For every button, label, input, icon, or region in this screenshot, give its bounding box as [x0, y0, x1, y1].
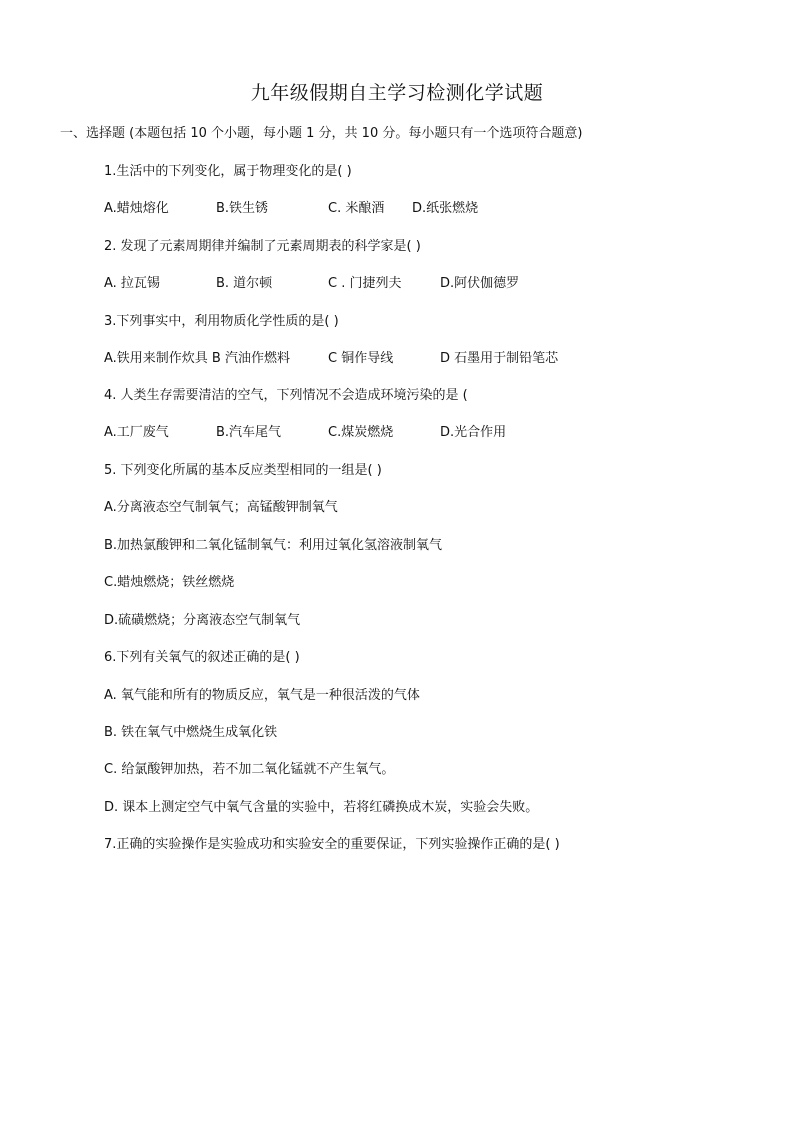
question-2-option-a: A. 拉瓦锡 [104, 276, 160, 291]
question-2-option-d: D.阿伏伽德罗 [440, 276, 520, 291]
question-6-option-b: B. 铁在氧气中燃烧生成氧化铁 [104, 725, 278, 740]
question-5-option-d: D.硫磺燃烧；分离液态空气制氧气 [104, 613, 301, 628]
question-2-stem: 2. 发现了元素周期律并编制了元素周期表的科学家是( ) [104, 239, 421, 254]
question-6-option-d: D. 课本上测定空气中氧气含量的实验中，若将红磷换成木炭，实验会失败。 [104, 800, 539, 815]
question-6-option-a: A. 氧气能和所有的物质反应，氧气是一种很活泼的气体 [104, 688, 420, 703]
question-1-option-a: A.蜡烛熔化 [104, 201, 169, 216]
question-5-option-c: C.蜡烛燃烧；铁丝燃烧 [104, 575, 235, 590]
question-3-option-c: C 铜作导线 [328, 351, 394, 366]
question-3-stem: 3.下列事实中，利用物质化学性质的是( ) [104, 314, 339, 329]
question-1-stem: 1.生活中的下列变化，属于物理变化的是( ) [104, 164, 352, 179]
question-1-option-d: D.纸张燃烧 [412, 201, 479, 216]
question-4-option-c: C.煤炭燃烧 [328, 425, 394, 440]
question-7-stem: 7.正确的实验操作是实验成功和实验安全的重要保证，下列实验操作正确的是( ) [104, 837, 560, 852]
question-4-option-b: B.汽车尾气 [216, 425, 282, 440]
question-4-option-a: A.工厂废气 [104, 425, 169, 440]
question-4-option-d: D.光合作用 [440, 425, 507, 440]
question-5-stem: 5. 下列变化所属的基本反应类型相同的一组是( ) [104, 463, 382, 478]
question-3-option-d: D 石墨用于制铅笔芯 [440, 351, 559, 366]
question-6-stem: 6.下列有关氧气的叙述正确的是( ) [104, 650, 300, 665]
question-4-stem: 4. 人类生存需要清洁的空气，下列情况不会造成环境污染的是 ( [104, 388, 468, 403]
question-5-option-b: B.加热氯酸钾和二氧化锰制氧气：利用过氧化氢溶液制氧气 [104, 538, 443, 553]
section-heading: 一、选择题 (本题包括 10 个小题，每小题 1 分，共 10 分。每小题只有一个选项符合题意) [60, 126, 583, 141]
question-2-option-c: C . 门捷列夫 [328, 276, 402, 291]
question-6-option-c: C. 给氯酸钾加热，若不加二氧化锰就不产生氧气。 [104, 762, 395, 777]
question-2-option-b: B. 道尔顿 [216, 276, 273, 291]
question-1-option-c: C. 米酿酒 [328, 201, 385, 216]
question-1-option-b: B.铁生锈 [216, 201, 269, 216]
question-3-option-ab: A.铁用来制作炊具 B 汽油作燃料 [104, 351, 290, 366]
page-title: 九年级假期自主学习检测化学试题 [250, 82, 544, 104]
question-5-option-a: A.分离液态空气制氧气；高锰酸钾制氧气 [104, 500, 338, 515]
